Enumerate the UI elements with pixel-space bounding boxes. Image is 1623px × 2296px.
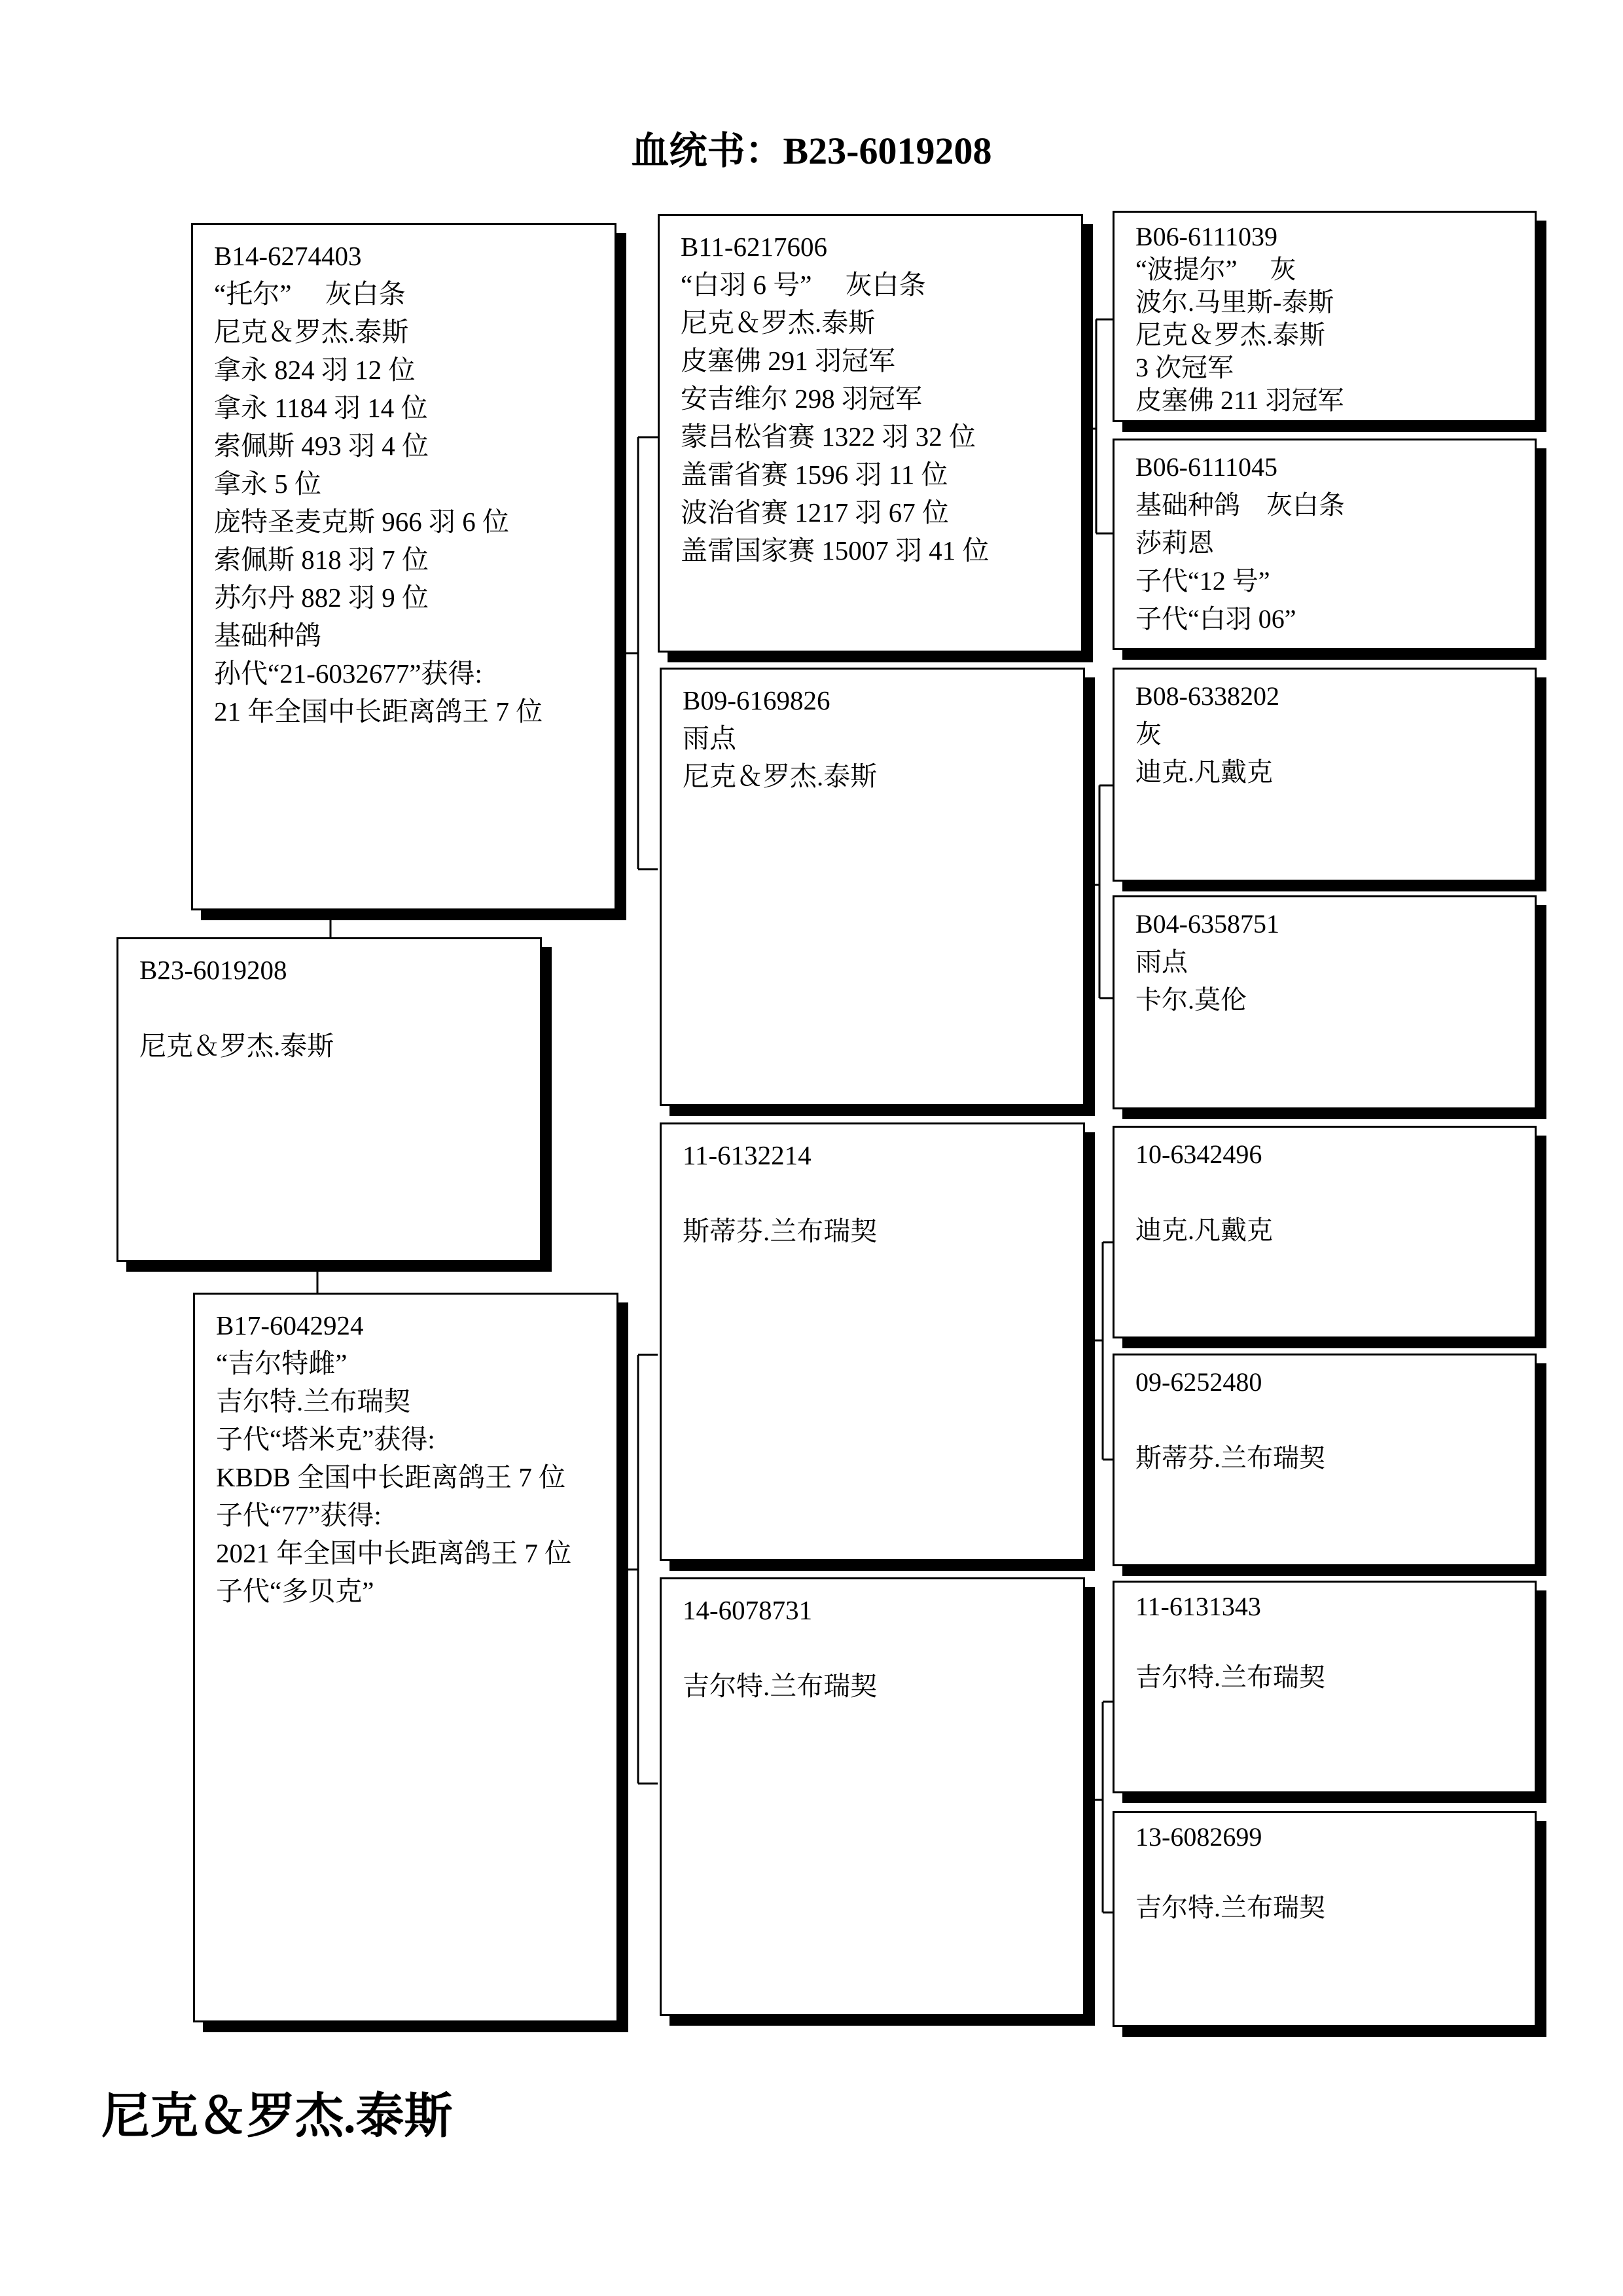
dd-sire-box: 11-6131343 吉尔特.兰布瑞契: [1113, 1581, 1537, 1793]
ss-sire-box: B06-6111039 “波提尔” 灰 波尔.马里斯-泰斯 尼克＆罗杰.泰斯 3 次冠军 皮塞佛 211 羽冠军: [1113, 211, 1537, 422]
ring-number: 13-6082699: [1135, 1822, 1262, 1852]
dam-dam-box: 14-6078731 吉尔特.兰布瑞契: [660, 1577, 1085, 2016]
sire-dam-box: B09-6169826 雨点 尼克＆罗杰.泰斯: [660, 668, 1085, 1106]
ds-sire-box: 10-6342496 迪克.凡戴克: [1113, 1126, 1537, 1338]
sire-sire-box: B11-6217606 “白羽 6 号” 灰白条 尼克＆罗杰.泰斯 皮塞佛 291 羽冠军 安吉维尔 298 羽冠军 蒙吕松省赛 1322 羽 32 位 盖雷省赛 1596 羽 11 位 波治省赛 1217 羽 67 位 盖雷国家赛 15007 羽 41 位: [658, 214, 1083, 653]
ring-number: B04-6358751: [1135, 909, 1279, 939]
ring-number: 10-6342496: [1135, 1139, 1262, 1169]
ring-number: B06-6111045: [1135, 452, 1278, 482]
ring-number: 11-6132214: [683, 1140, 812, 1170]
sire-box: B14-6274403 “托尔” 灰白条 尼克＆罗杰.泰斯 拿永 824 羽 12 位 拿永 1184 羽 14 位 索佩斯 493 羽 4 位 拿永 5 位 庞特圣麦克斯 966 羽 6 位 索佩斯 818 羽 7 位 苏尔丹 882 羽 9 位 基础种鸽 孙代“21-6032677”获得: 21 年全国中长距离鸽王 7 位: [191, 223, 616, 910]
ring-number: 11-6131343: [1135, 1592, 1261, 1621]
ring-number: 09-6252480: [1135, 1367, 1262, 1397]
ss-dam-box: B06-6111045 基础种鸽 灰白条 莎莉恩 子代“12 号” 子代“白羽 06”: [1113, 439, 1537, 650]
sd-dam-box: B04-6358751 雨点 卡尔.莫伦: [1113, 895, 1537, 1109]
dam-sire-box: 11-6132214 斯蒂芬.兰布瑞契: [660, 1122, 1085, 1561]
owner-name: 尼克＆罗杰.泰斯: [101, 2090, 453, 2144]
ring-number: B08-6338202: [1135, 681, 1279, 711]
ring-number: B11-6217606: [681, 232, 827, 262]
dam-box: B17-6042924 “吉尔特雌” 吉尔特.兰布瑞契 子代“塔米克”获得: KBDB 全国中长距离鸽王 7 位 子代“77”获得: 2021 年全国中长距离鸽王 7 位 子代“多贝克”: [193, 1293, 618, 2022]
ring-number: B23-6019208: [139, 955, 287, 985]
ring-number: B14-6274403: [214, 241, 362, 271]
sd-sire-box: B08-6338202 灰 迪克.凡戴克: [1113, 668, 1537, 882]
ring-number: B06-6111039: [1135, 222, 1278, 251]
ring-number: 14-6078731: [683, 1595, 813, 1625]
subject-box: B23-6019208 尼克＆罗杰.泰斯: [116, 937, 542, 1262]
dd-dam-box: 13-6082699 吉尔特.兰布瑞契: [1113, 1811, 1537, 2027]
ds-dam-box: 09-6252480 斯蒂芬.兰布瑞契: [1113, 1354, 1537, 1566]
pedigree-title: 血统书：B23-6019208: [631, 130, 992, 172]
ring-number: B17-6042924: [216, 1310, 364, 1340]
ring-number: B09-6169826: [683, 685, 830, 715]
